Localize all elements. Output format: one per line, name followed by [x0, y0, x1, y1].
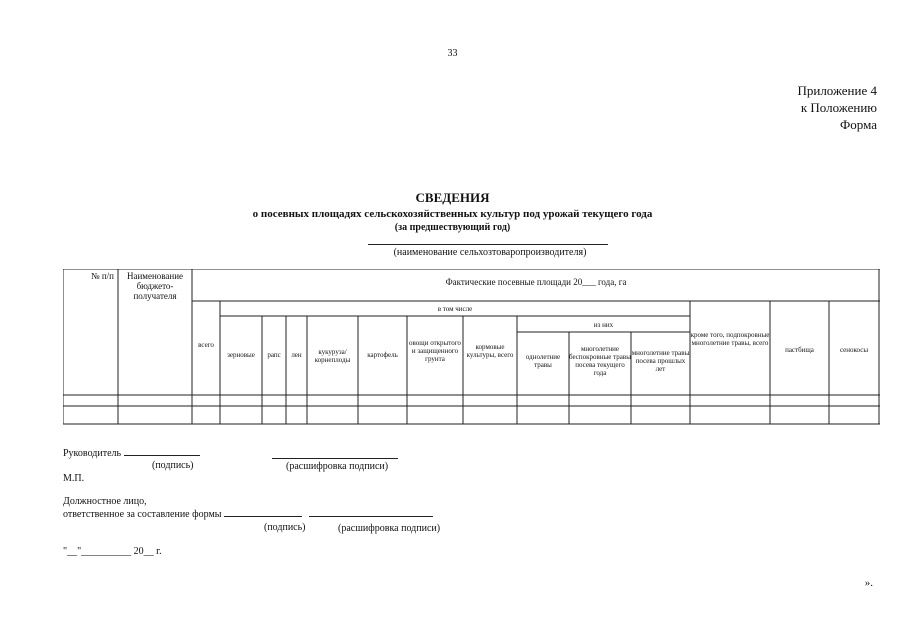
head-decoding-caption: (расшифровка подписи)	[286, 461, 389, 472]
header-vegetables: овощи открытого и защищенного грунта	[409, 339, 461, 363]
header-potato: картофель	[367, 351, 398, 359]
header-corn: кукуруза/ корнеплоды	[314, 348, 351, 364]
header-hayfield: сенокосы	[839, 346, 869, 354]
header-fodder: кормовые культуры, всего	[466, 343, 514, 359]
header-perennial-current: многолетние беспокровные травы посева текущего года	[569, 345, 631, 377]
stamp-label: М.П.	[63, 473, 85, 484]
header-pasture: пастбища	[785, 346, 814, 354]
official-line-2: ответственное за составление формы	[63, 509, 222, 520]
header-perennial-past: многолетние травы посева прошлых лет	[631, 349, 690, 373]
appendix-line-3: Форма	[840, 117, 877, 132]
header-number: № п/п	[91, 271, 114, 281]
closing-mark: ».	[864, 577, 873, 589]
head-signature-caption: (подпись)	[152, 460, 194, 471]
header-grain: зерновые	[227, 351, 255, 359]
head-signature-field[interactable]	[124, 455, 200, 456]
official-signature-field[interactable]	[224, 516, 302, 517]
appendix-line-1: Приложение 4	[797, 83, 877, 98]
date-field[interactable]: "__"__________ 20__ г.	[63, 546, 162, 557]
document-title: СВЕДЕНИЯ	[415, 190, 490, 205]
official-row	[63, 509, 433, 520]
head-decoding-field[interactable]	[272, 458, 398, 459]
sown-area-table	[63, 269, 880, 425]
official-line-1: Должностное лицо,	[63, 496, 147, 507]
document-period: (за предшествующий год)	[394, 222, 511, 233]
page-number: 33	[447, 48, 458, 59]
header-recipient: Наименование бюджето-получателя	[126, 271, 184, 301]
header-including: в том числе	[437, 305, 473, 313]
header-annual-grass: однолетние травы	[525, 353, 561, 369]
header-besides-perennial: кроме того, подпокровные многолетние травы, всего	[690, 331, 770, 347]
head-label: Руководитель	[63, 448, 122, 459]
header-rapeseed: рапс	[267, 351, 281, 359]
header-actual-areas: Фактические посевные площади 20___ года, га	[445, 277, 627, 287]
producer-name-line[interactable]	[368, 244, 608, 245]
head-signature-row	[63, 448, 200, 459]
official-decoding-field[interactable]	[309, 516, 433, 517]
header-total: всего	[198, 341, 214, 349]
producer-name-caption: (наименование сельхозтоваропроизводителя)	[393, 247, 587, 258]
header-of-them: из них	[593, 321, 614, 329]
header-flax: лен	[291, 351, 302, 359]
appendix-block	[797, 82, 877, 133]
official-signature-caption: (подпись)	[264, 522, 306, 533]
appendix-line-2: к Положению	[800, 100, 877, 115]
official-decoding-caption: (расшифровка подписи)	[338, 523, 441, 534]
document-subtitle: о посевных площадях сельскохозяйственных культур под урожай текущего года	[252, 208, 653, 220]
